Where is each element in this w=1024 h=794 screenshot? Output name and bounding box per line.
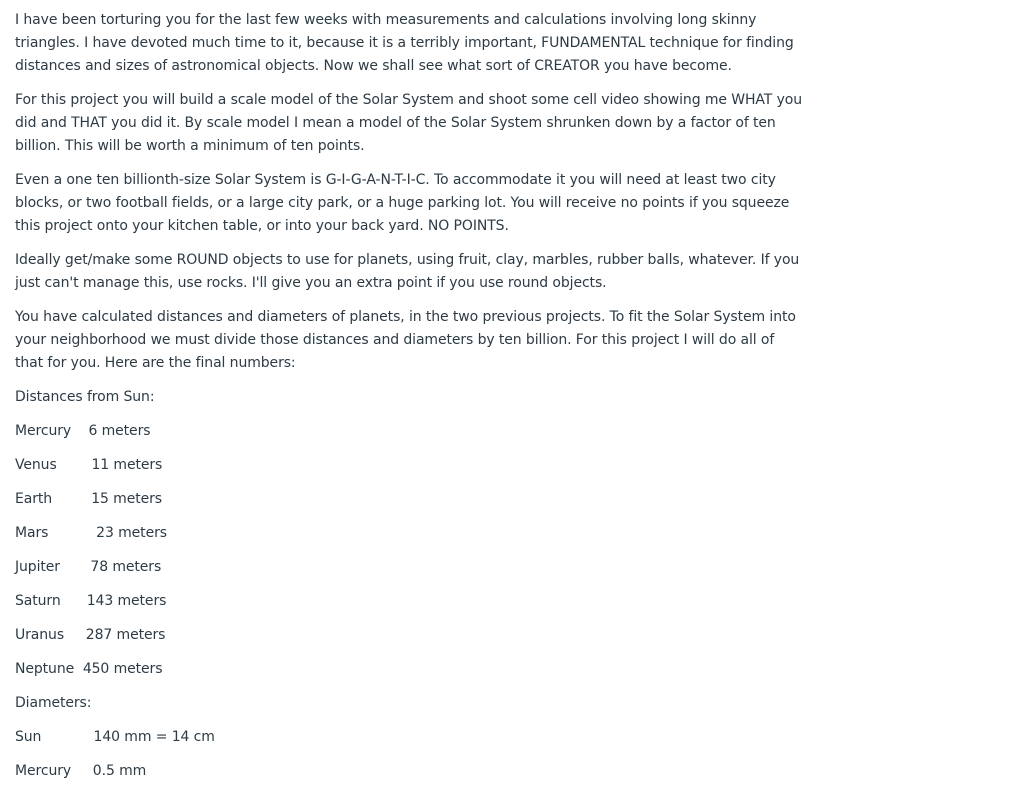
distance-jupiter: Jupiter 78 meters — [15, 559, 162, 575]
distance-uranus: Uranus 287 meters — [15, 627, 166, 643]
numbers-paragraph: You have calculated distances and diameters of planets, in the two previous projects. To fit the Solar System into your neighborhood we must divide those distances and diameters by ten billion. For this project I will do all of that for you. Here are the final numbers: — [15, 309, 796, 371]
objects-paragraph: Ideally get/make some ROUND objects to use for planets, using fruit, clay, marbles, rubber balls, whatever. If you just can't manage this, use rocks. I'll give you an extra point if you use round objects. — [15, 252, 800, 291]
diameters-list — [15, 726, 805, 794]
distance-earth: Earth 15 meters — [15, 491, 162, 507]
diameter-sun: Sun 140 mm = 14 cm — [15, 729, 215, 745]
assignment-content — [15, 9, 805, 794]
distance-saturn: Saturn 143 meters — [15, 593, 167, 609]
project-paragraph: For this project you will build a scale model of the Solar System and shoot some cell video showing me WHAT you did and THAT you did it. By scale model I mean a model of the Solar System shrunken down by a factor of ten billion. This will be worth a minimum of ten points. — [15, 92, 803, 154]
distance-mars: Mars 23 meters — [15, 525, 167, 541]
diameters-heading: Diameters: — [15, 695, 92, 711]
distance-mercury: Mercury 6 meters — [15, 423, 151, 439]
distance-neptune: Neptune 450 meters — [15, 661, 163, 677]
distances-heading: Distances from Sun: — [15, 389, 155, 405]
distances-list — [15, 420, 805, 692]
size-paragraph: Even a one ten billionth-size Solar System is G-I-G-A-N-T-I-C. To accommodate it you will need at least two city blocks, or two football fields, or a large city park, or a huge parking lot. You will receive no points if you squeeze this project onto your kitchen table, or into your back yard. NO POINTS. — [15, 172, 790, 234]
diameter-mercury: Mercury 0.5 mm — [15, 763, 147, 779]
distance-venus: Venus 11 meters — [15, 457, 163, 473]
intro-paragraph: I have been torturing you for the last few weeks with measurements and calculations involving long skinny triangles. I have devoted much time to it, because it is a terribly important, FUNDAMENTAL technique for finding distances and sizes of astronomical objects. Now we shall see what sort of CREATOR you have become. — [15, 12, 794, 74]
